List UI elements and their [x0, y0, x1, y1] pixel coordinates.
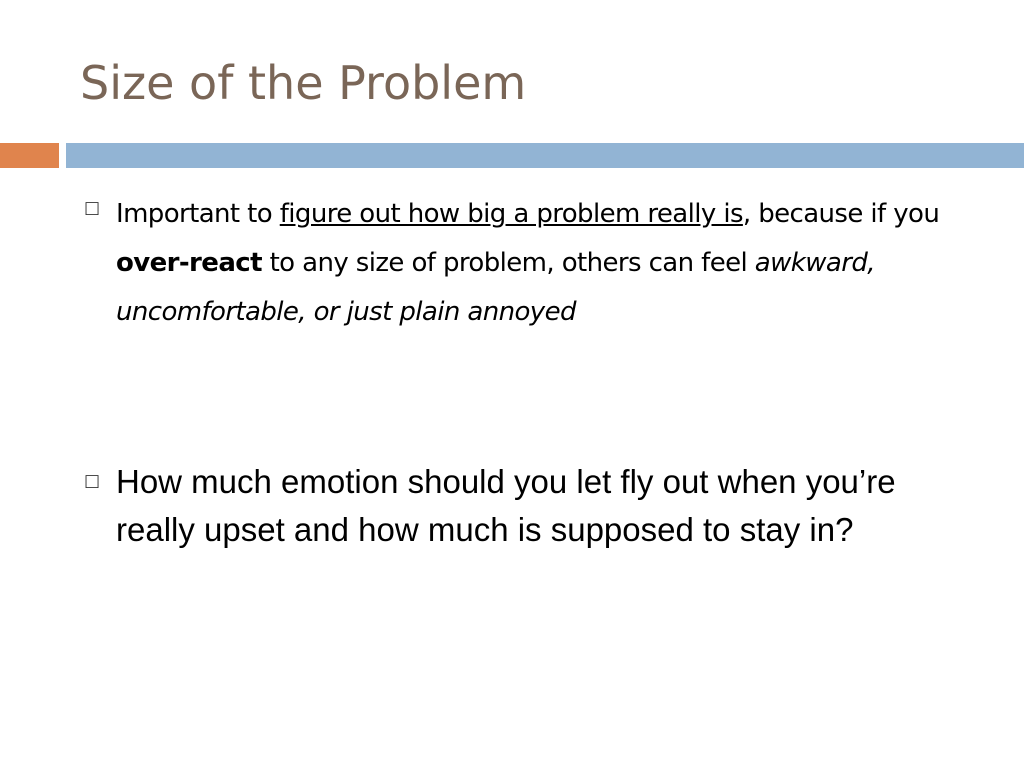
bullet-1-segment-intro: Important to: [116, 199, 280, 229]
checkbox-bullet-icon: □: [84, 198, 101, 218]
bullet-1-segment-italic: awkward, uncomfortable, or just plain annoyed: [116, 248, 875, 327]
bullet-1-segment-others: to any size of problem, others can feel: [261, 248, 755, 278]
title-divider-accent: [0, 143, 59, 168]
slide-title: Size of the Problem: [80, 56, 527, 110]
bullet-1-segment-underlined: figure out how big a problem really is: [279, 199, 743, 229]
bullet-text-1: [116, 190, 976, 337]
checkbox-bullet-icon: □: [84, 471, 101, 491]
bullet-1-segment-bold: over-react: [116, 248, 262, 278]
bullet-text-2: How much emotion should you let fly out when you’re really upset and how much is supposed to stay in?: [116, 463, 896, 548]
bullet-1-segment-because: , because if you: [742, 199, 940, 229]
title-divider-bar: [66, 143, 1024, 168]
